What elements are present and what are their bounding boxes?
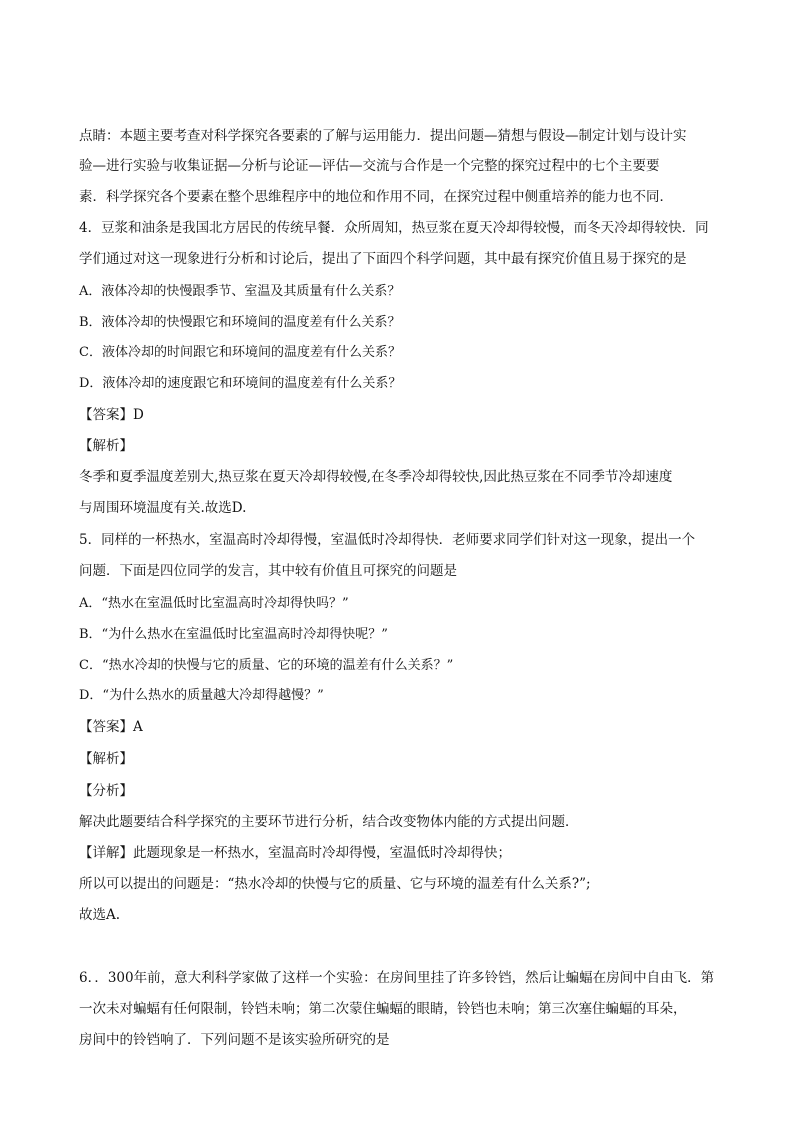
q6-stem-line-1: 6．．300年前，意大利科学家做了这样一个实验：在房间里挂了许多铃铛，然后让蝙蝠在房间中自由飞．第	[79, 970, 715, 986]
q4-answer: 【答案】D	[79, 407, 144, 423]
note-line-3: 素．科学探究各个要素在整个思维程序中的地位和作用不同，在探究过程中侧重培养的能力也不同．	[79, 189, 673, 205]
q5-analysis-label: 【解析】	[79, 751, 133, 767]
q4-option-b: B．液体冷却的快慢跟它和环境间的温度差有什么关系？	[79, 315, 401, 330]
q4-stem-line-1: 4．豆浆和油条是我国北方居民的传统早餐．众所周知，热豆浆在夏天冷却得较慢，而冬天冷却得较快．同	[79, 220, 709, 236]
q4-option-a: A．液体冷却的快慢跟季节、室温及其质量有什么关系？	[79, 284, 401, 299]
note-line-2: 验—进行实验与收集证据—分析与论证—评估—交流与合作是一个完整的探究过程中的七个主要要	[79, 158, 660, 174]
q4-option-d: D．液体冷却的速度跟它和环境间的温度差有什么关系？	[79, 376, 402, 391]
q6-stem-line-3: 房间中的铃铛响了．下列问题不是该实验所研究的是	[79, 1032, 390, 1048]
q4-option-c: C．液体冷却的时间跟它和环境间的温度差有什么关系？	[79, 345, 401, 360]
q5-detail: 【详解】此题现象是一杯热水，室温高时冷却得慢，室温低时冷却得快；	[79, 845, 511, 861]
q5-stem-line-1: 5．同样的一杯热水，室温高时冷却得慢，室温低时冷却得快．老师要求同学们针对这一现象，提出一个	[79, 532, 696, 548]
q4-analysis-label: 【解析】	[79, 438, 133, 454]
q5-fenxi-text: 解决此题要结合科学探究的主要环节进行分析，结合改变物体内能的方式提出问题．	[79, 814, 579, 830]
q5-answer: 【答案】A	[79, 719, 143, 735]
note-line-1: 点睛：本题主要考查对科学探究各要素的了解与运用能力．提出问题—猜想与假设—制定计划与设计实	[79, 128, 687, 144]
q5-option-d: D．“为什么热水的质量越大冷却得越慢？”	[79, 688, 324, 703]
q5-conclusion: 故选A.	[79, 907, 121, 923]
q6-stem-line-2: 一次未对蝙蝠有任何限制，铃铛未响；第二次蒙住蝙蝠的眼睛，铃铛也未响；第三次塞住蝙蝠的耳朵，	[79, 1001, 687, 1017]
q5-fenxi-label: 【分析】	[79, 783, 133, 799]
q5-detail-2: 所以可以提出的问题是：“热水冷却的快慢与它的质量、它与环境的温差有什么关系?”;	[79, 876, 591, 892]
q4-analysis-line-2: 与周围环境温度有关.故选D.	[79, 500, 247, 516]
q5-option-a: A．“热水在室温低时比室温高时冷却得快吗？”	[79, 596, 349, 611]
q5-option-c: C．“热水冷却的快慢与它的质量、它的环境的温差有什么关系？”	[79, 658, 454, 673]
q5-option-b: B．“为什么热水在室温低时比室温高时冷却得快呢？”	[79, 627, 388, 642]
q4-stem-line-2: 学们通过对这一现象进行分析和讨论后，提出了下面四个科学问题，其中最有探究价值且易于探究的是	[79, 251, 687, 267]
q4-analysis-line-1: 冬季和夏季温度差别大,热豆浆在夏天冷却得较慢,在冬季冷却得较快,因此热豆浆在不同季节冷却速度	[79, 469, 673, 485]
q5-stem-line-2: 问题．下面是四位同学的发言，其中较有价值且可探究的问题是	[79, 563, 457, 579]
